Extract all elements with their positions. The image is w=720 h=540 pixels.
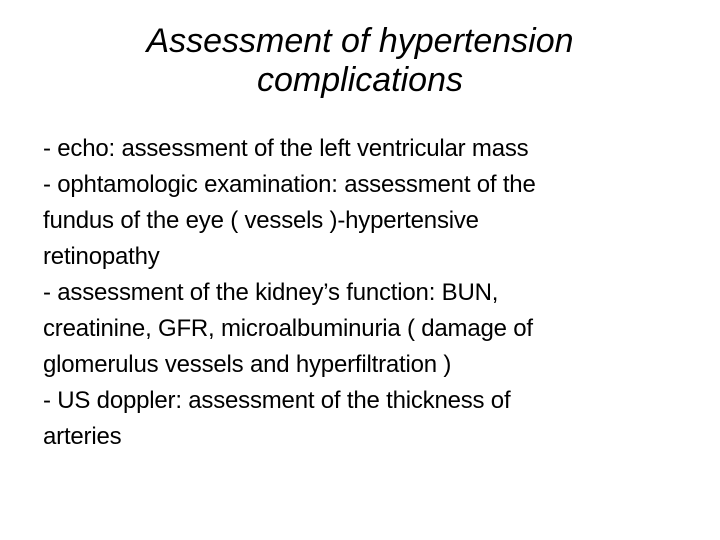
- bullet-list: [43, 131, 683, 455]
- bullet-line: - ophtamologic examination: assessment of the: [43, 171, 536, 198]
- bullet-line: - US doppler: assessment of the thickness of: [43, 387, 511, 414]
- bullet-item-kidney: [43, 275, 683, 383]
- bullet-line: retinopathy: [43, 243, 160, 270]
- bullet-item-echo: [43, 131, 683, 167]
- bullet-line: - assessment of the kidney’s function: BUN,: [43, 279, 499, 306]
- bullet-line: creatinine, GFR, microalbuminuria ( damage of: [43, 315, 533, 342]
- bullet-line: - echo: assessment of the left ventricular mass: [43, 135, 529, 162]
- bullet-line: glomerulus vessels and hyperfiltration ): [43, 351, 452, 378]
- bullet-line: arteries: [43, 423, 122, 450]
- bullet-item-doppler: [43, 383, 683, 455]
- title-line: Assessment of hypertension: [146, 22, 574, 60]
- slide-title: [60, 22, 660, 100]
- bullet-line: fundus of the eye ( vessels )-hypertensive: [43, 207, 479, 234]
- bullet-item-ophthalmologic: [43, 167, 683, 275]
- title-line: complications: [257, 61, 463, 99]
